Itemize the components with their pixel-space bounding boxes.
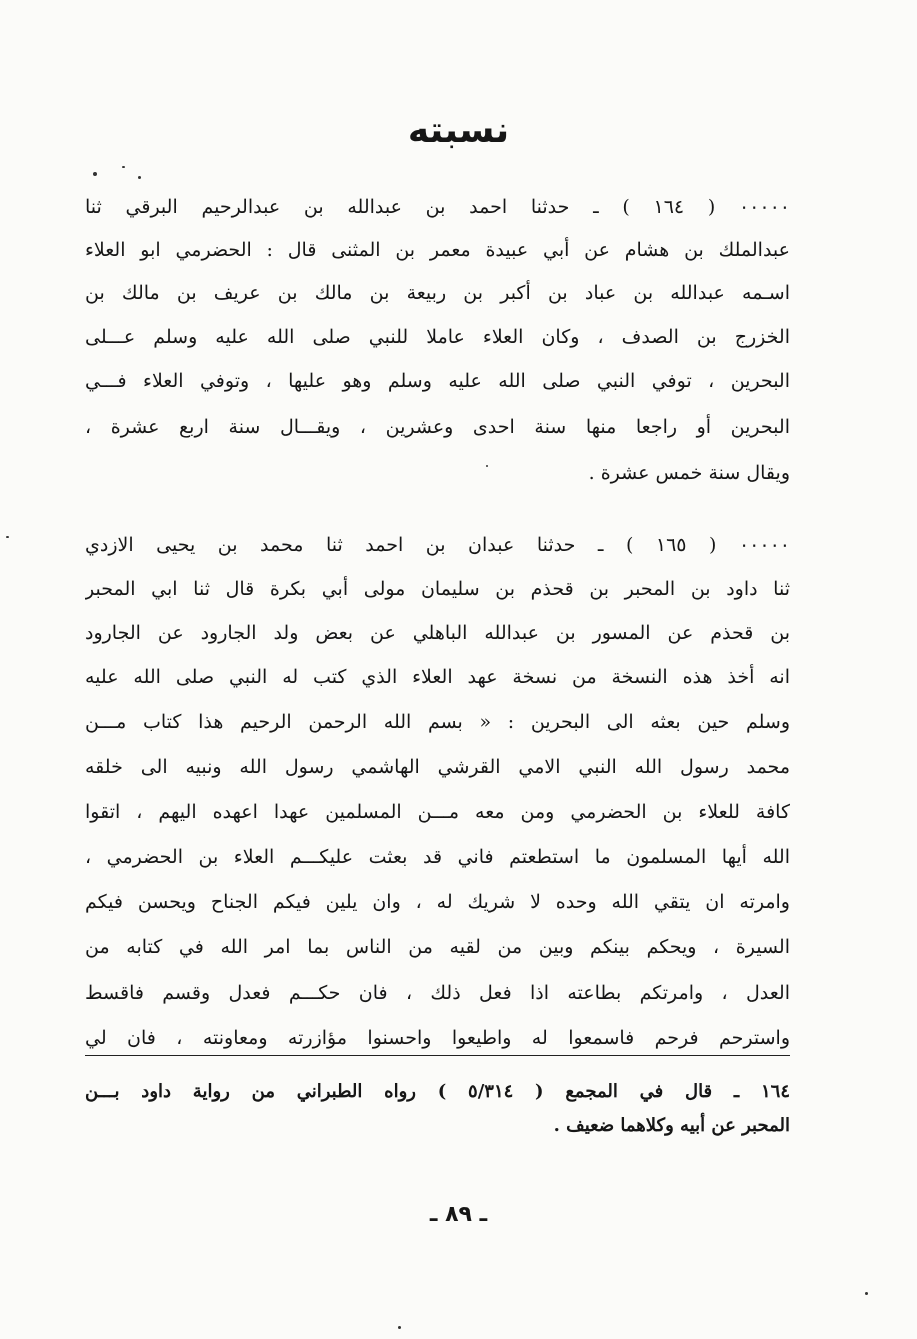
scan-speck xyxy=(122,166,125,168)
text-line: محمد رسول الله النبي الامي القرشي الهاشمي رسول الله ونبيه الى خلقه xyxy=(85,756,790,778)
text-line: واسترحم فرحم فاسمعوا له واطيعوا واحسنوا مؤازرته ومعاونته ، فان لي xyxy=(85,1027,790,1049)
text-line: ويقال سنة خمس عشرة . xyxy=(588,462,790,484)
footnote-separator xyxy=(85,1055,790,1056)
text-line: ثنا داود بن المحبر بن قحذم بن سليمان مولى أبي بكرة قال ثنا ابي المحبر xyxy=(85,578,790,600)
text-line: البحرين ، توفي النبي صلى الله عليه وسلم وهو عليها ، وتوفي العلاء فـــي xyxy=(85,370,790,392)
scan-speck xyxy=(398,1326,401,1329)
text-line: البحرين أو راجعا منها سنة احدى وعشرين ، ويقـــال سنة اربع عشرة ، xyxy=(85,416,790,438)
text-line: اسـمه عبدالله بن عباد بن أكبر بن ربيعة بن مالك بن عريف بن مالك بن xyxy=(85,282,790,304)
footnote-line: المحبر عن أبيه وكلاهما ضعيف . xyxy=(553,1115,790,1136)
page-title: نسبته xyxy=(407,110,510,151)
text-line: ٠٠٠٠٠ ( ١٦٥ ) ـ حدثنا عبدان بن احمد ثنا محمد بن يحيى الازدي xyxy=(85,534,790,556)
footnote-line: ١٦٤ ـ قال في المجمع ( ٥/٣١٤ ) رواه الطبراني من رواية داود بـــن xyxy=(85,1081,790,1102)
text-line: بن قحذم عن المسور بن عبدالله الباهلي عن بعض ولد الجارود عن الجارود xyxy=(85,622,790,644)
scan-speck xyxy=(93,172,97,176)
text-line: عبدالملك بن هشام عن أبي عبيدة معمر بن المثنى قال : الحضرمي ابو العلاء xyxy=(85,239,790,261)
text-line: كافة للعلاء بن الحضرمي ومن معه مـــن المسلمين عهدا اعهده اليهم ، اتقوا xyxy=(85,801,790,823)
text-line: ٠٠٠٠٠ ( ١٦٤ ) ـ حدثنا احمد بن عبدالله بن عبدالرحيم البرقي ثنا xyxy=(85,196,790,218)
scan-speck xyxy=(6,536,9,538)
text-line: وامرته ان يتقي الله وحده لا شريك له ، وان يلين فيكم الجناح ويحسن فيكم xyxy=(85,891,790,913)
text-line: السيرة ، ويحكم بينكم وبين من لقيه من الناس بما امر الله في كتابه من xyxy=(85,936,790,958)
scan-speck xyxy=(138,176,141,179)
text-line: العدل ، وامرتكم بطاعته اذا فعل ذلك ، فان حكـــم فعدل وقسم فاقسط xyxy=(85,982,790,1004)
page-number: ـ ٨٩ ـ xyxy=(429,1202,488,1227)
text-line: انه أخذ هذه النسخة من نسخة عهد العلاء الذي كتب له النبي صلى الله عليه xyxy=(85,666,790,688)
text-line: وسلم حين بعثه الى البحرين : « بسم الله الرحمن الرحيم هذا كتاب مـــن xyxy=(85,711,790,733)
text-line: الخزرج بن الصدف ، وكان العلاء عاملا للنبي صلى الله عليه وسلم عـــلى xyxy=(85,326,790,348)
text-line: الله أيها المسلمون ما استطعتم فاني قد بعثت عليكـــم العلاء بن الحضرمي ، xyxy=(85,846,790,868)
scan-speck xyxy=(865,1292,868,1295)
